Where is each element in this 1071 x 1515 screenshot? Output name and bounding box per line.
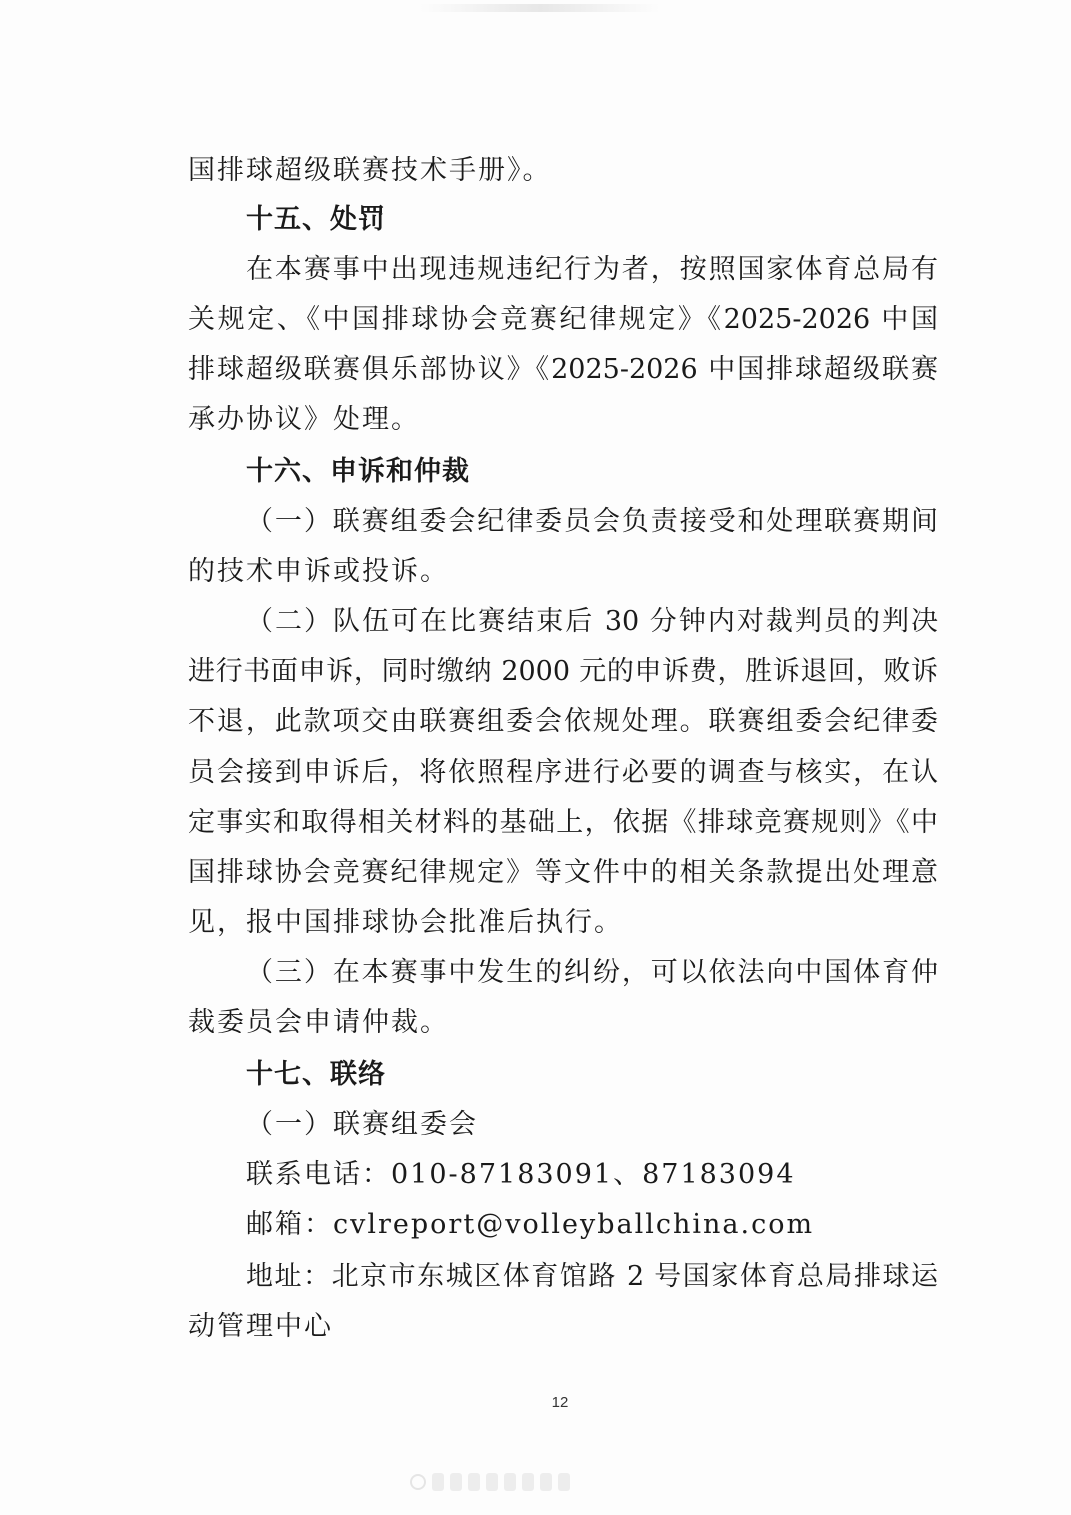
body-line-18: 裁委员会申请仲裁。 (188, 1007, 449, 1038)
watermark-graphic (410, 1467, 670, 1497)
body-line-12: 不退，此款项交由联赛组委会依规处理。联赛组委会纪律委 (188, 706, 938, 737)
watermark-block-icon (450, 1473, 462, 1491)
watermark-block-icon (486, 1473, 498, 1491)
page-number: 12 (551, 1394, 569, 1411)
body-line-8: （一）联赛组委会纪律委员会负责接受和处理联赛期间 (246, 506, 938, 537)
body-line-9: 的技术申诉或投诉。 (188, 556, 449, 587)
body-line-15: 国排球协会竞赛纪律规定》等文件中的相关条款提出处理意 (188, 857, 938, 888)
watermark-block-icon (540, 1473, 552, 1491)
watermark-block-icon (504, 1473, 516, 1491)
watermark-block-icon (522, 1473, 534, 1491)
section-heading-16: 十六、申诉和仲裁 (246, 456, 470, 487)
section-heading-15: 十五、处罚 (246, 204, 386, 235)
watermark-block-icon (432, 1473, 444, 1491)
contact-phone: 联系电话：010-87183091、87183094 (246, 1159, 796, 1190)
section-heading-17: 十七、联络 (246, 1059, 386, 1090)
contact-address: 地址：北京市东城区体育馆路 2 号国家体育总局排球运 (246, 1261, 938, 1292)
body-line-5: 排球超级联赛俱乐部协议》《2025-2026 中国排球超级联赛 (188, 354, 938, 385)
body-line-17: （三）在本赛事中发生的纠纷，可以依法向中国体育仲 (246, 957, 938, 988)
body-line-1: 国排球超级联赛技术手册》。 (188, 155, 552, 186)
body-line-6: 承办协议》处理。 (188, 404, 420, 435)
body-line-10: （二）队伍可在比赛结束后 30 分钟内对裁判员的判决 (246, 606, 938, 637)
body-line-11: 进行书面申诉，同时缴纳 2000 元的申诉费，胜诉退回，败诉 (188, 656, 938, 687)
contact-email: 邮箱：cvlreport@volleyballchina.com (246, 1209, 815, 1240)
body-line-4: 关规定、《中国排球协会竞赛纪律规定》《2025-2026 中国 (188, 304, 938, 335)
body-line-16: 见，报中国排球协会批准后执行。 (188, 907, 623, 938)
watermark-block-icon (558, 1473, 570, 1491)
contact-address-cont: 动管理中心 (188, 1311, 333, 1342)
body-line-13: 员会接到申诉后，将依照程序进行必要的调查与核实，在认 (188, 757, 938, 788)
watermark-circle-icon (410, 1474, 426, 1490)
watermark-block-icon (468, 1473, 480, 1491)
body-line-14: 定事实和取得相关材料的基础上，依据《排球竞赛规则》《中 (188, 807, 938, 838)
body-line-20: （一）联赛组委会 (246, 1109, 478, 1140)
body-line-3: 在本赛事中出现违规违纪行为者，按照国家体育总局有 (246, 254, 938, 285)
scan-artifact (420, 4, 660, 12)
